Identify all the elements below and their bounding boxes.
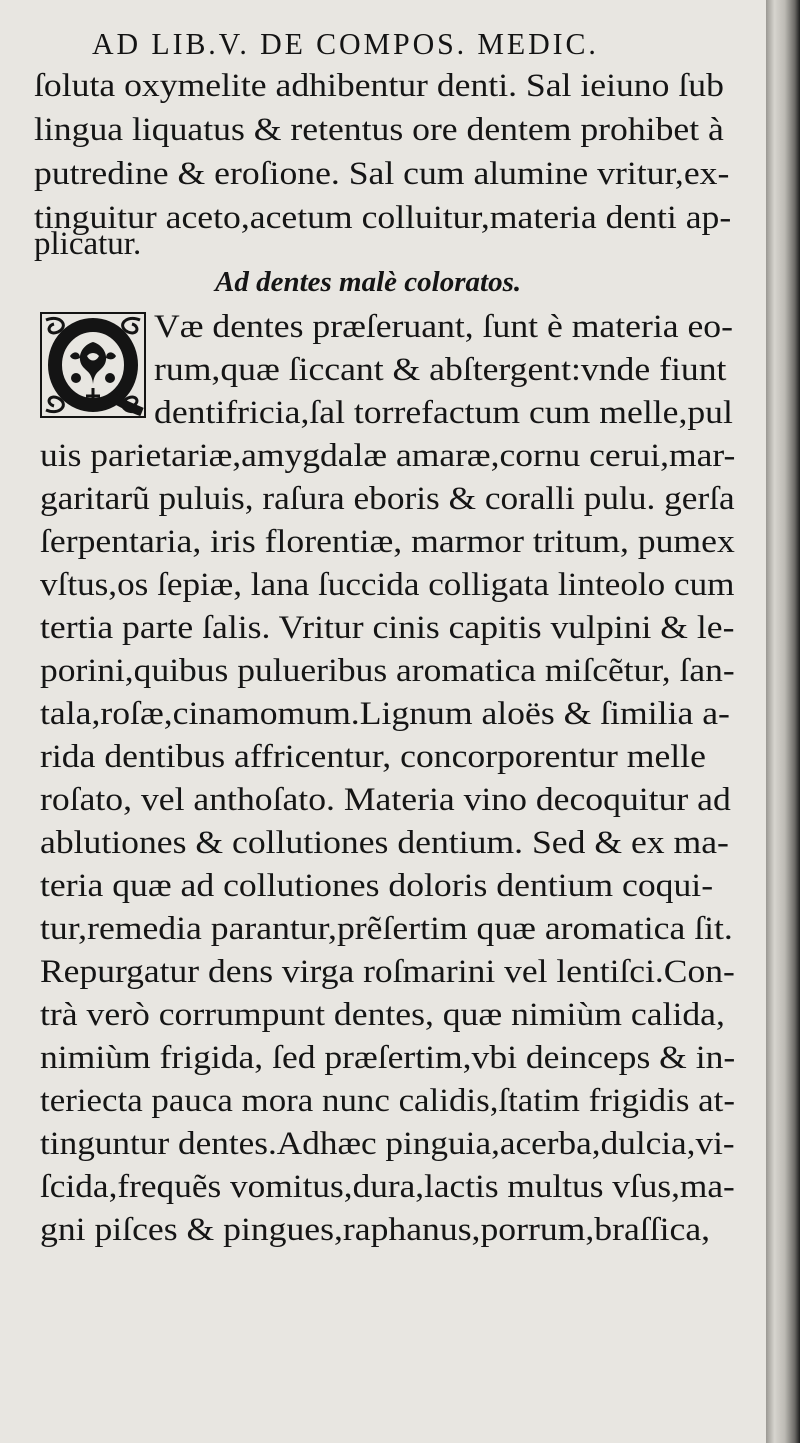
- text-line: teriecta pauca mora nunc calidis,ſtatim frigidis at-: [40, 1083, 735, 1119]
- text-line: rida dentibus affricentur, concorporentur melle: [40, 739, 706, 775]
- text-line: tur,remedia parantur,prẽſertim quæ aromatica ſit.: [40, 911, 733, 947]
- text-line: garitarũ puluis, raſura eboris & coralli pulu. gerſa: [40, 481, 735, 517]
- text-line: rum,quæ ſiccant & abſtergent:vnde fiunt: [154, 352, 727, 388]
- text-line: teria quæ ad collutiones doloris dentium coqui-: [40, 868, 714, 904]
- section-heading: Ad dentes malè coloratos.: [215, 266, 522, 298]
- text-line: tertia parte ſalis. Vritur cinis capitis vulpini & le-: [40, 610, 735, 646]
- text-line: gni piſces & pingues,raphanus,porrum,braſſica,: [40, 1212, 711, 1248]
- text-line: porini,quibus pulueribus aromatica miſcẽtur, ſan-: [40, 653, 735, 689]
- text-line: Repurgatur dens virga roſmarini vel lentiſci.Con-: [40, 954, 735, 990]
- text-line: roſato, vel anthoſato. Materia vino decoquitur ad: [40, 782, 731, 818]
- running-head: AD LIB.V. DE COMPOS. MEDIC.: [92, 26, 599, 61]
- text-line: tala,roſæ,cinamomum.Lignum aloës & ſimilia a-: [40, 696, 730, 732]
- text-line: ſerpentaria, iris florentiæ, marmor tritum, pumex: [40, 524, 735, 560]
- text-line: tinguntur dentes.Adhæc pinguia,acerba,dulcia,vi-: [40, 1126, 735, 1162]
- text-line: lingua liquatus & retentus ore dentem prohibet à: [34, 112, 724, 148]
- text-line: ablutiones & collutiones dentium. Sed & ex ma-: [40, 825, 729, 861]
- text-line: dentifricia,ſal torrefactum cum melle,pul: [154, 395, 733, 431]
- text-line: uis parietariæ,amygdalæ amaræ,cornu cerui,mar-: [40, 438, 736, 474]
- text-line: nimiùm frigida, ſed præſertim,vbi deinceps & in-: [40, 1040, 736, 1076]
- page-edge-shadow: [766, 0, 800, 1443]
- decorated-initial: [40, 312, 146, 418]
- text-line: trà verò corrumpunt dentes, quæ nimiùm calida,: [40, 997, 725, 1033]
- text-line: putredine & eroſione. Sal cum alumine vritur,ex-: [34, 156, 730, 192]
- text-line: tinguitur aceto,acetum colluitur,materia denti ap-: [34, 200, 732, 236]
- text-line: Væ dentes præſeruant, ſunt è materia eo-: [154, 309, 733, 345]
- text-line: ſcida,frequẽs vomitus,dura,lactis multus vſus,ma-: [40, 1169, 735, 1205]
- text-line: ſoluta oxymelite adhibentur denti. Sal ieiuno ſub: [34, 68, 724, 104]
- text-line: vſtus,os ſepiæ, lana ſuccida colligata linteolo cum: [40, 567, 735, 603]
- text-line: plicatur.: [34, 226, 142, 262]
